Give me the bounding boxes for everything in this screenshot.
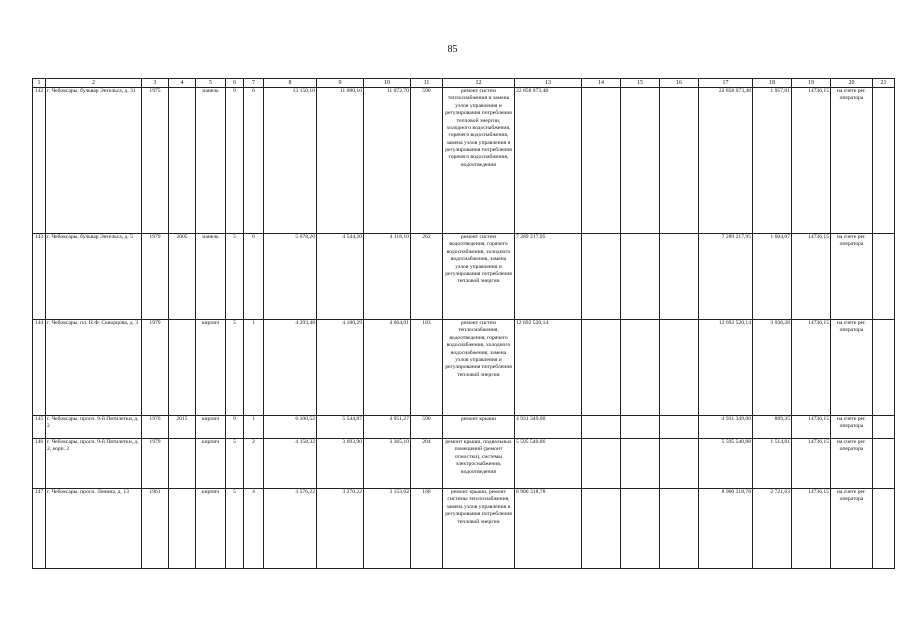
area-living-cell: 3 365,10 — [364, 439, 411, 489]
area-total-cell: 6 100,52 — [264, 416, 317, 439]
empty-cell — [582, 234, 621, 320]
column-number-cell: 16 — [660, 79, 699, 88]
table-row — [33, 489, 895, 569]
limit-per-m2-cell: 14736,15 — [792, 439, 831, 489]
wall-material-cell: кирпич — [196, 416, 226, 439]
empty-cell — [582, 88, 621, 234]
area-total-cell: 5 078,20 — [264, 234, 317, 320]
works-cell: ремонт систем теплоснабжения и замена узлов управления и регулирования потребления тепловой энергии, холодного водоснабжения, горячего водоснабжения, замена узлов управления и регулирования потребления горячего водоснабжения, водоотведения — [443, 88, 515, 234]
entrances-cell: 1 — [244, 416, 264, 439]
row-number-cell: 143 — [33, 234, 46, 320]
works-cell: ремонт крыши, ремонт системы теплоснабжения, замена узлов управления и регулирования потребления тепловой энергии — [443, 489, 515, 569]
cost-total-cell: 12 692 520,14 — [515, 320, 582, 416]
year-overhaul-cell — [169, 320, 196, 416]
address-cell: г. Чебоксары, просп. 9-й Пятилетки, д. 2 — [46, 416, 142, 439]
fund-method-cell: на счете рег. оператора — [831, 88, 873, 234]
residents-cell: 204 — [411, 439, 443, 489]
empty-cell — [582, 439, 621, 489]
limit-per-m2-cell: 14736,15 — [792, 489, 831, 569]
floors-cell: 5 — [226, 320, 244, 416]
cost-owners-cell: 12 692 520,14 — [699, 320, 753, 416]
area-premises-cell: 4 544,20 — [317, 234, 364, 320]
wall-material-cell: кирпич — [196, 320, 226, 416]
row-number-cell: 144 — [33, 320, 46, 416]
fund-method-cell: на счете рег. оператора — [831, 439, 873, 489]
fund-method-cell: на счете рег. оператора — [831, 320, 873, 416]
works-cell: ремонт крыши, подвальных помещений (ремонт отмостки), системы электроснабжения, водоотведения — [443, 439, 515, 489]
column-number-cell: 12 — [443, 79, 515, 88]
table-row — [33, 416, 895, 439]
column-number-cell: 18 — [753, 79, 792, 88]
area-living-cell: 11 072,70 — [364, 88, 411, 234]
address-cell: г. Чебоксары, пл. Н.Ф. Скворцова, д. 3 — [46, 320, 142, 416]
area-total-cell: 4 293,48 — [264, 320, 317, 416]
fund-method-cell: на счете рег. оператора — [831, 234, 873, 320]
area-living-cell: 4 064,01 — [364, 320, 411, 416]
table-row — [33, 88, 895, 234]
row-number-cell: 147 — [33, 489, 46, 569]
table-row — [33, 439, 895, 489]
area-premises-cell: 11 680,10 — [317, 88, 364, 234]
column-number-cell: 19 — [792, 79, 831, 88]
address-cell: г. Чебоксары, просп. 9-й Пятилетки, д. 2, корп. 2 — [46, 439, 142, 489]
empty-cell — [660, 416, 699, 439]
empty-cell — [582, 416, 621, 439]
table-row — [33, 320, 895, 416]
year-built-cell: 1979 — [142, 320, 169, 416]
residents-cell: 168 — [411, 489, 443, 569]
limit-per-m2-cell: 14736,15 — [792, 234, 831, 320]
year-overhaul-cell — [169, 489, 196, 569]
cost-owners-cell: 7 289 217,95 — [699, 234, 753, 320]
year-overhaul-cell — [169, 88, 196, 234]
cost-total-cell: 8 900 318,78 — [515, 489, 582, 569]
empty-cell — [873, 320, 895, 416]
column-number-cell: 15 — [621, 79, 660, 88]
cost-owners-cell: 5 595 540,88 — [699, 439, 753, 489]
area-living-cell: 4 118,10 — [364, 234, 411, 320]
column-number-cell: 3 — [142, 79, 169, 88]
page-number: 85 — [447, 44, 458, 55]
empty-cell — [621, 88, 660, 234]
column-number-cell: 20 — [831, 79, 873, 88]
registry-table — [32, 78, 895, 569]
wall-material-cell: панель — [196, 234, 226, 320]
column-number-cell: 5 — [196, 79, 226, 88]
address-cell: г. Чебоксары, просп. Ленина, д. 13 — [46, 489, 142, 569]
area-total-cell: 3 576,22 — [264, 489, 317, 569]
empty-cell — [873, 489, 895, 569]
area-premises-cell: 4 180,29 — [317, 320, 364, 416]
entrances-cell: 2 — [244, 439, 264, 489]
column-number-cell: 10 — [364, 79, 411, 88]
address-cell: г. Чебоксары, бульвар Энгельса, д. 31 — [46, 88, 142, 234]
floors-cell: 9 — [226, 88, 244, 234]
cost-owners-cell: 8 900 318,78 — [699, 489, 753, 569]
wall-material-cell: кирпич — [196, 439, 226, 489]
empty-cell — [873, 234, 895, 320]
empty-cell — [873, 416, 895, 439]
column-number-row — [33, 79, 895, 88]
table-row — [33, 234, 895, 320]
cost-total-cell: 5 595 540,86 — [515, 439, 582, 489]
limit-per-m2-cell: 14736,15 — [792, 88, 831, 234]
entrances-cell: 6 — [244, 234, 264, 320]
column-number-cell: 9 — [317, 79, 364, 88]
cost-per-m2-cell: 1 514,81 — [753, 439, 792, 489]
year-built-cell: 1975 — [142, 88, 169, 234]
area-living-cell: 3 153,62 — [364, 489, 411, 569]
row-number-cell: 146 — [33, 439, 46, 489]
column-number-cell: 4 — [169, 79, 196, 88]
row-number-cell: 142 — [33, 88, 46, 234]
empty-cell — [582, 320, 621, 416]
area-total-cell: 13 150,10 — [264, 88, 317, 234]
column-number-cell: 8 — [264, 79, 317, 88]
empty-cell — [660, 320, 699, 416]
cost-total-cell: 4 931 349,00 — [515, 416, 582, 439]
wall-material-cell: панель — [196, 88, 226, 234]
row-number-cell: 145 — [33, 416, 46, 439]
residents-cell: 262 — [411, 234, 443, 320]
limit-per-m2-cell: 14736,15 — [792, 416, 831, 439]
cost-owners-cell: 4 931 349,00 — [699, 416, 753, 439]
empty-cell — [660, 234, 699, 320]
fund-method-cell: на счете рег. оператора — [831, 489, 873, 569]
fund-method-cell: на счете рег. оператора — [831, 416, 873, 439]
column-number-cell: 11 — [411, 79, 443, 88]
empty-cell — [660, 88, 699, 234]
empty-cell — [621, 320, 660, 416]
empty-cell — [621, 489, 660, 569]
cost-per-m2-cell: 3 036,28 — [753, 320, 792, 416]
cost-total-cell: 7 289 217,95 — [515, 234, 582, 320]
column-number-cell: 1 — [33, 79, 46, 88]
floors-cell: 9 — [226, 416, 244, 439]
empty-cell — [873, 439, 895, 489]
entrances-cell: 6 — [244, 88, 264, 234]
year-built-cell: 1979 — [142, 234, 169, 320]
wall-material-cell: кирпич — [196, 489, 226, 569]
year-built-cell: 1976 — [142, 416, 169, 439]
floors-cell: 5 — [226, 439, 244, 489]
empty-cell — [621, 416, 660, 439]
column-number-cell: 6 — [226, 79, 244, 88]
works-cell: ремонт систем водоотведения, горячего водоснабжения, холодного водоснабжения, замена узлов управления и регулирования потребления тепловой энергии — [443, 234, 515, 320]
empty-cell — [621, 234, 660, 320]
cost-total-cell: 22 858 073,48 — [515, 88, 582, 234]
limit-per-m2-cell: 14736,15 — [792, 320, 831, 416]
empty-cell — [660, 439, 699, 489]
area-premises-cell: 3 693,90 — [317, 439, 364, 489]
cost-per-m2-cell: 1 604,07 — [753, 234, 792, 320]
empty-cell — [873, 88, 895, 234]
address-cell: г. Чебоксары, бульвар Энгельса, д. 5 — [46, 234, 142, 320]
column-number-cell: 17 — [699, 79, 753, 88]
cost-per-m2-cell: 2 721,63 — [753, 489, 792, 569]
entrances-cell: 1 — [244, 320, 264, 416]
empty-cell — [621, 439, 660, 489]
cost-per-m2-cell: 1 957,01 — [753, 88, 792, 234]
empty-cell — [660, 489, 699, 569]
column-number-cell: 7 — [244, 79, 264, 88]
residents-cell: 590 — [411, 416, 443, 439]
column-number-cell: 14 — [582, 79, 621, 88]
year-overhaul-cell — [169, 439, 196, 489]
works-cell: ремонт систем теплоснабжения, водоотведения, горячего водоснабжения, холодного водоснабжения, замена узлов управления и регулирования потребления тепловой энергии — [443, 320, 515, 416]
entrances-cell: 4 — [244, 489, 264, 569]
works-cell: ремонт крыши — [443, 416, 515, 439]
column-number-cell: 21 — [873, 79, 895, 88]
residents-cell: 183 — [411, 320, 443, 416]
floors-cell: 5 — [226, 234, 244, 320]
empty-cell — [582, 489, 621, 569]
area-premises-cell: 3 270,22 — [317, 489, 364, 569]
area-living-cell: 4 951,27 — [364, 416, 411, 439]
column-number-cell: 13 — [515, 79, 582, 88]
cost-per-m2-cell: 889,35 — [753, 416, 792, 439]
floors-cell: 5 — [226, 489, 244, 569]
year-built-cell: 1961 — [142, 489, 169, 569]
residents-cell: 590 — [411, 88, 443, 234]
year-overhaul-cell: 2005 — [169, 234, 196, 320]
year-overhaul-cell: 2015 — [169, 416, 196, 439]
area-premises-cell: 5 544,87 — [317, 416, 364, 439]
area-total-cell: 4 158,32 — [264, 439, 317, 489]
cost-owners-cell: 22 858 073,48 — [699, 88, 753, 234]
column-number-cell: 2 — [46, 79, 142, 88]
year-built-cell: 1979 — [142, 439, 169, 489]
